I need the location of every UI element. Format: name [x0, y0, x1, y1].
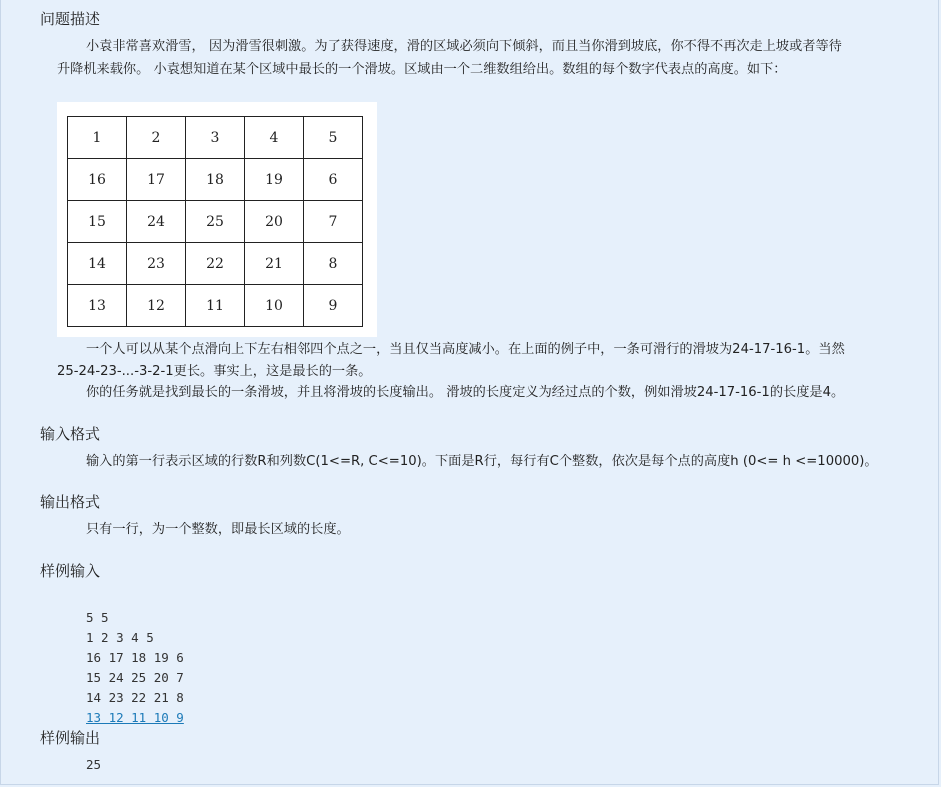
grid-row [68, 117, 363, 159]
grid-row [68, 159, 363, 201]
height-grid [67, 116, 363, 327]
sample-output-title: 样例输出 [40, 729, 101, 747]
problem-title: 问题描述 [40, 10, 101, 28]
grid-cell: 5 [304, 117, 363, 159]
grid-cell: 12 [127, 285, 186, 327]
sample-input-line: 1 2 3 4 5 [86, 630, 154, 645]
grid-cell: 15 [68, 201, 127, 243]
sample-input-block [86, 588, 184, 748]
grid-cell: 1 [68, 117, 127, 159]
grid-cell: 22 [186, 243, 245, 285]
sample-input-line: 16 17 18 19 6 [86, 650, 184, 665]
grid-cell: 16 [68, 159, 127, 201]
grid-cell: 8 [304, 243, 363, 285]
problem-line-1: 小袁非常喜欢滑雪， 因为滑雪很刺激。为了获得速度，滑的区域必须向下倾斜，而且当你滑到坡底，你不得不再次走上坡或者等待 [86, 39, 842, 54]
problem-after-line-3: 你的任务就是找到最长的一条滑坡，并且将滑坡的长度输出。 滑坡的长度定义为经过点的个数，例如滑坡24-17-16-1的长度是4。 [86, 385, 845, 400]
grid-cell: 11 [186, 285, 245, 327]
grid-image [57, 102, 377, 337]
output-format-text: 只有一行，为一个整数，即最长区域的长度。 [86, 522, 350, 537]
grid-cell: 6 [304, 159, 363, 201]
grid-cell: 17 [127, 159, 186, 201]
grid-cell: 14 [68, 243, 127, 285]
grid-cell: 13 [68, 285, 127, 327]
grid-cell: 19 [245, 159, 304, 201]
grid-cell: 9 [304, 285, 363, 327]
grid-cell: 23 [127, 243, 186, 285]
grid-cell: 3 [186, 117, 245, 159]
grid-cell: 10 [245, 285, 304, 327]
output-format-title: 输出格式 [40, 493, 101, 511]
sample-input-line: 5 5 [86, 610, 109, 625]
sample-input-last-line-link[interactable]: 13 12 11 10 9 [86, 710, 184, 725]
grid-cell: 20 [245, 201, 304, 243]
grid-cell: 21 [245, 243, 304, 285]
sample-input-title: 样例输入 [40, 562, 101, 580]
problem-after-line-2: 25-24-23-...-3-2-1更长。事实上，这是最长的一条。 [57, 364, 372, 379]
sample-output-value: 25 [86, 757, 102, 772]
grid-cell: 18 [186, 159, 245, 201]
grid-row [68, 285, 363, 327]
grid-row [68, 243, 363, 285]
grid-cell: 2 [127, 117, 186, 159]
grid-cell: 25 [186, 201, 245, 243]
grid-row [68, 201, 363, 243]
grid-cell: 7 [304, 201, 363, 243]
problem-line-2: 升降机来载你。 小袁想知道在某个区域中最长的一个滑坡。区域由一个二维数组给出。数组的每个数字代表点的高度。如下： [57, 62, 787, 77]
problem-after-line-1: 一个人可以从某个点滑向上下左右相邻四个点之一，当且仅当高度减小。在上面的例子中，一条可滑行的滑坡为24-17-16-1。当然 [86, 342, 845, 357]
sample-input-line: 15 24 25 20 7 [86, 670, 184, 685]
grid-cell: 4 [245, 117, 304, 159]
sample-input-line: 14 23 22 21 8 [86, 690, 184, 705]
input-format-text: 输入的第一行表示区域的行数R和列数C(1<=R, C<=10)。下面是R行，每行有C个整数，依次是每个点的高度h (0<= h <=10000)。 [86, 454, 878, 469]
grid-cell: 24 [127, 201, 186, 243]
input-format-title: 输入格式 [40, 425, 101, 443]
